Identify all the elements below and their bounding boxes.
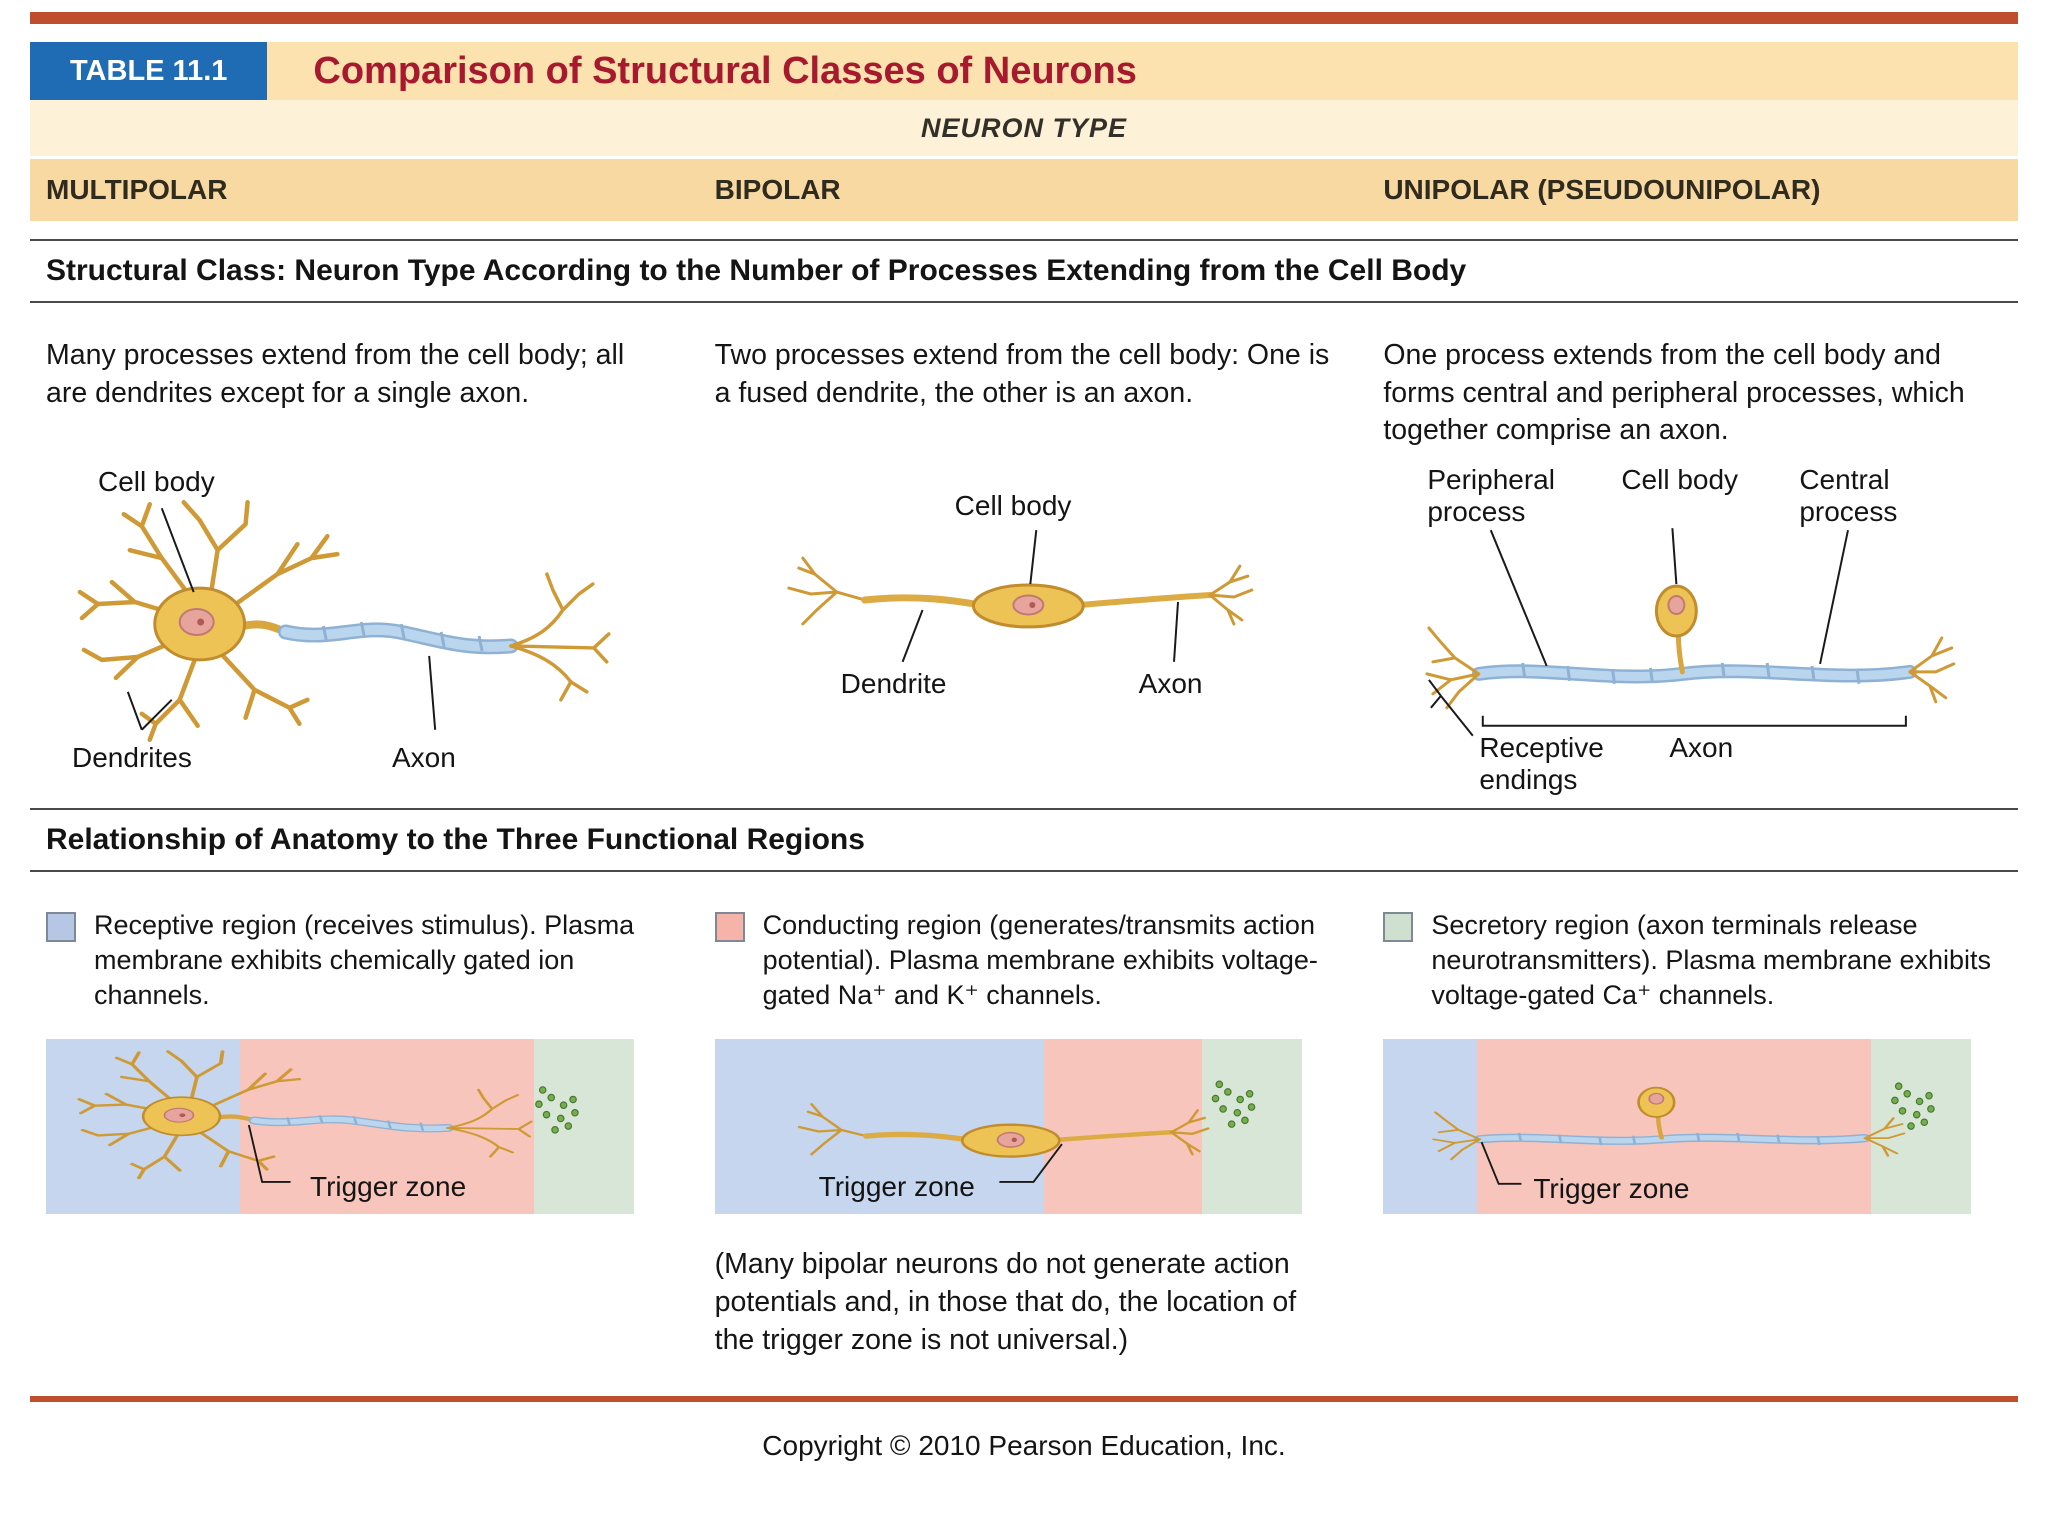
bipolar-note: (Many bipolar neurons do not generate action potentials and, in those that do, the location of the trigger zone is not universal.) xyxy=(714,1248,1297,1356)
bipolar-structure-diagram xyxy=(715,490,1334,700)
multipolar-neuron-drawing xyxy=(80,502,609,739)
multipolar-cell-body-label: Cell body xyxy=(98,465,215,497)
secretory-region-swatch xyxy=(1383,912,1413,942)
unipolar-trigger-zone-label: Trigger zone xyxy=(1533,1173,1690,1205)
multipolar-description: Many processes extend from the cell body; all are dendrites except for a single axon. xyxy=(46,339,625,409)
table-header xyxy=(30,42,2018,100)
bipolar-dendrite-label: Dendrite xyxy=(840,667,947,699)
structure-diagram-row xyxy=(30,463,2018,796)
unipolar-description: One process extends from the cell body and forms central and peripheral processes, which together comprise an axon. xyxy=(1383,339,1965,447)
bipolar-trigger-zone-label: Trigger zone xyxy=(818,1171,975,1203)
top-accent-bar xyxy=(30,12,2018,24)
conducting-region-swatch xyxy=(715,912,745,942)
trigger-zone-leader xyxy=(249,1125,291,1182)
unipolar-axon-label: Axon xyxy=(1669,731,1734,763)
bipolar-axon-label: Axon xyxy=(1138,667,1203,699)
legend-receptive-region xyxy=(46,908,665,1013)
bottom-accent-rule xyxy=(30,1396,2018,1402)
copyright-text: Copyright © 2010 Pearson Education, Inc. xyxy=(762,1429,1286,1461)
unipolar-peripheral-process-label: Peripheral process xyxy=(1427,463,1555,528)
column-header-multipolar: MULTIPOLAR xyxy=(46,174,228,205)
multipolar-dendrites-label: Dendrites xyxy=(72,741,192,773)
bipolar-description: Two processes extend from the cell body: One is a fused dendrite, the other is an axon. xyxy=(714,339,1330,409)
legend-row xyxy=(30,878,2018,1013)
column-header-band xyxy=(30,159,2018,221)
unipolar-neuron-drawing xyxy=(1427,586,1954,708)
legend-conducting-region xyxy=(715,908,1334,1013)
description-row xyxy=(30,337,2018,450)
unipolar-structure-diagram xyxy=(1383,463,2002,796)
unipolar-cell-body-label: Cell body xyxy=(1621,463,1739,495)
trigger-zone-leader xyxy=(1482,1142,1522,1184)
unipolar-functional-cell xyxy=(1383,1039,2002,1360)
legend-secretory-region xyxy=(1383,908,2002,1013)
multipolar-functional-cell xyxy=(46,1039,665,1360)
bipolar-functional-diagram xyxy=(715,1039,1303,1214)
unipolar-neuron-drawing xyxy=(1434,1088,1904,1160)
bipolar-cell-body-label: Cell body xyxy=(954,489,1072,521)
functional-region-diagram-row xyxy=(30,1039,2018,1360)
bipolar-functional-cell xyxy=(715,1039,1334,1360)
multipolar-structure-diagram xyxy=(46,464,665,774)
column-header-unipolar: UNIPOLAR (PSEUDOUNIPOLAR) xyxy=(1383,174,1821,205)
multipolar-axon-label: Axon xyxy=(392,741,456,773)
conducting-region-text: Conducting region (generates/transmits action potential). Plasma membrane exhibits voltage-gated Na⁺ and K⁺ channels. xyxy=(762,909,1318,1011)
bipolar-neuron-drawing xyxy=(788,558,1251,627)
neurotransmitter-vesicles xyxy=(1892,1083,1934,1129)
neurotransmitter-vesicles xyxy=(536,1087,578,1133)
multipolar-neuron-illustration xyxy=(46,464,665,774)
unipolar-central-process-label: Central process xyxy=(1799,463,1898,528)
axon-bracket xyxy=(1483,716,1906,726)
receptive-region-swatch xyxy=(46,912,76,942)
section-heading-structural-class: Structural Class: Neuron Type According to the Number of Processes Extending from the Cell Body xyxy=(30,239,2018,303)
secretory-region-text: Secretory region (axon terminals release neurotransmitters). Plasma membrane exhibits voltage-gated Ca⁺ channels. xyxy=(1431,909,1992,1011)
section-heading-functional-regions: Relationship of Anatomy to the Three Functional Regions xyxy=(30,808,2018,872)
neuron-type-group-header: NEURON TYPE xyxy=(30,100,2018,156)
table-title: Comparison of Structural Classes of Neurons xyxy=(267,42,2018,100)
neurotransmitter-vesicles xyxy=(1212,1081,1254,1127)
receptive-region-text: Receptive region (receives stimulus). Plasma membrane exhibits chemically gated ion channels. xyxy=(94,909,635,1011)
bipolar-neuron-drawing xyxy=(799,1104,1208,1156)
table-number-badge: TABLE 11.1 xyxy=(30,42,267,100)
bipolar-region-illustration xyxy=(715,1039,1303,1214)
column-header-bipolar: BIPOLAR xyxy=(714,174,841,205)
multipolar-trigger-zone-label: Trigger zone xyxy=(310,1171,467,1203)
multipolar-neuron-drawing xyxy=(79,1052,531,1178)
multipolar-functional-diagram xyxy=(46,1039,634,1214)
unipolar-functional-diagram xyxy=(1383,1039,1971,1214)
unipolar-receptive-endings-label: Receptive endings xyxy=(1479,731,1604,796)
